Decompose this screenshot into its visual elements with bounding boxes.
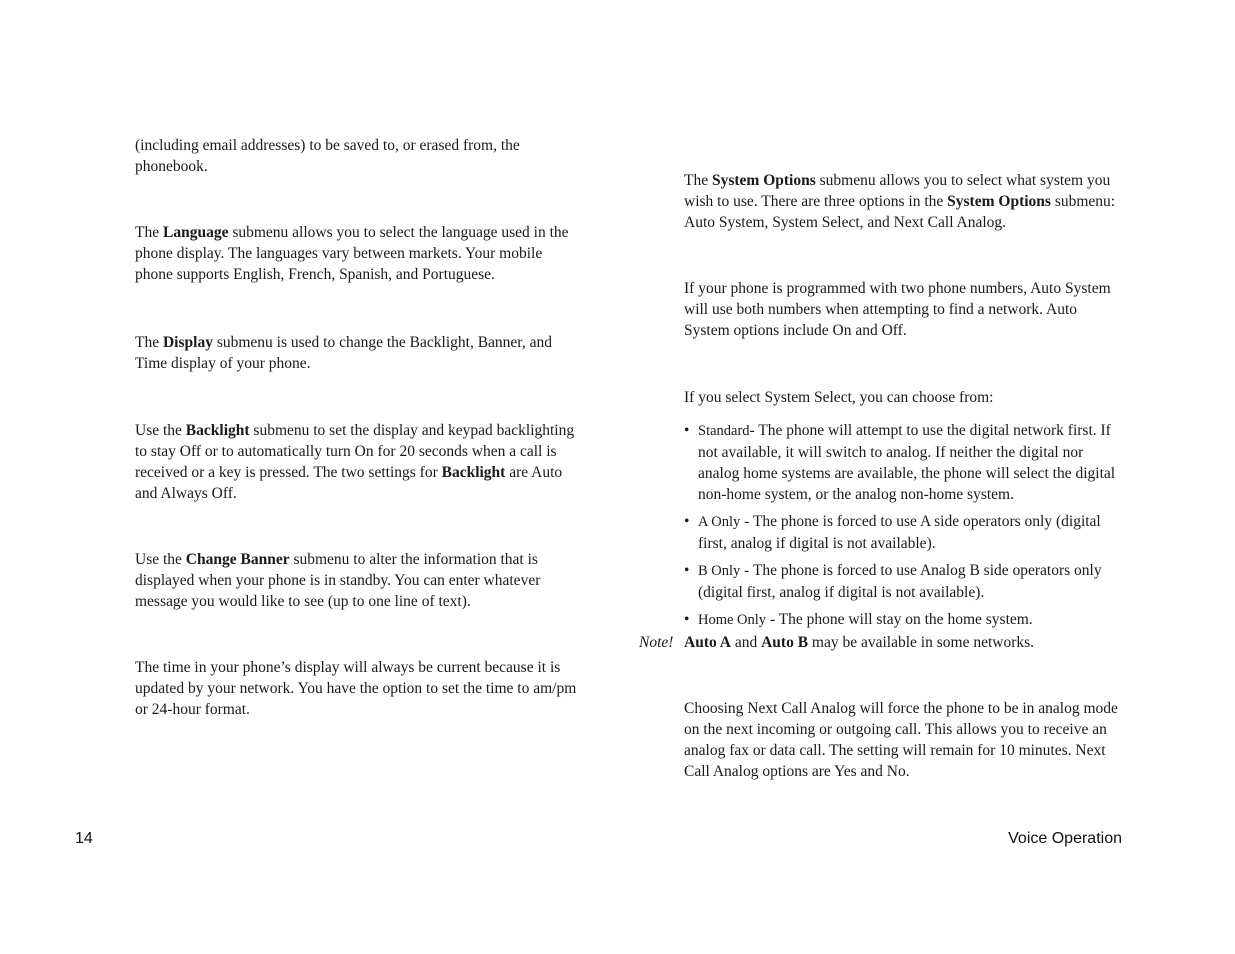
change-banner-pre: Use the — [135, 551, 186, 568]
bullet-glyph: • — [684, 611, 690, 628]
backlight-paragraph — [135, 420, 580, 504]
bullet-text: - The phone is forced to use Analog B side operators only (digital first, analog if digital is not available). — [698, 562, 1102, 601]
system-options-pre: The — [684, 172, 712, 189]
bullet-term: A Only — [698, 514, 741, 530]
list-item — [684, 560, 1126, 603]
bullet-glyph: • — [684, 422, 690, 439]
bullet-text: - The phone will stay on the home system. — [766, 611, 1033, 628]
system-options-mid: submenu allows you to select what system you wish to use. There are three options in the — [684, 172, 1111, 210]
backlight-pre: Use the — [135, 422, 186, 439]
change-banner-paragraph — [135, 549, 580, 612]
language-pre: The — [135, 224, 163, 241]
display-term: Display — [162, 334, 213, 351]
bullet-term: B Only — [698, 563, 741, 579]
backlight-post: are Auto and Always Off. — [135, 464, 563, 502]
note-term-auto-a: Auto A — [684, 634, 731, 651]
page-number: 14 — [75, 830, 93, 847]
bullet-text: - The phone is forced to use A side operators only (digital first, analog if digital is not available). — [698, 513, 1101, 552]
phonebook-continuation-paragraph: (including email addresses) to be saved to, or erased from, the phonebook. — [135, 137, 520, 175]
display-pre: The — [135, 334, 163, 351]
bullet-term: Home Only — [698, 612, 767, 628]
system-select-intro: If you select System Select, you can choose from: — [684, 389, 994, 406]
note-paragraph — [684, 632, 1126, 653]
note-label: Note! — [639, 634, 674, 651]
list-item — [684, 511, 1126, 554]
system-options-paragraph — [684, 170, 1126, 233]
backlight-term-2: Backlight — [441, 464, 506, 481]
next-call-analog-paragraph: Choosing Next Call Analog will force the phone to be in analog mode on the next incoming or outgoing call. This allows you to receive an analog fax or data call. The setting will remain for 10 minutes. Next Call Analog options are Yes and No. — [684, 700, 1118, 780]
system-options-term-2: System Options — [947, 193, 1051, 210]
note-term-auto-b: Auto B — [761, 634, 809, 651]
list-item — [684, 609, 1126, 631]
display-post: submenu is used to change the Backlight, Banner, and Time display of your phone. — [135, 334, 552, 372]
language-term: Language — [162, 224, 229, 241]
bullet-glyph: • — [684, 513, 690, 530]
language-post: submenu allows you to select the language used in the phone display. The languages vary between markets. Your mobile phone supports English, French, Spanish, and Portuguese. — [135, 224, 569, 283]
system-options-post: submenu: Auto System, System Select, and Next Call Analog. — [684, 193, 1116, 231]
note-post: may be available in some networks. — [808, 634, 1035, 651]
backlight-mid: submenu to set the display and keypad backlighting to stay Off or to automatically turn On for 20 seconds when a call is received or a key is pressed. The two settings for — [135, 422, 575, 481]
auto-system-paragraph: If your phone is programmed with two phone numbers, Auto System will use both numbers when attempting to find a network. Auto System options include On and Off. — [684, 280, 1111, 339]
language-paragraph — [135, 222, 580, 285]
change-banner-term: Change Banner — [185, 551, 290, 568]
running-title: Voice Operation — [1008, 830, 1122, 847]
list-item — [684, 420, 1126, 505]
bullet-glyph: • — [684, 562, 690, 579]
note-and: and — [730, 634, 762, 651]
backlight-term: Backlight — [185, 422, 250, 439]
system-options-term: System Options — [711, 172, 816, 189]
time-paragraph: The time in your phone’s display will always be current because it is updated by your network. You have the option to set the time to am/pm or 24-hour format. — [135, 659, 577, 718]
system-select-list — [684, 420, 1126, 637]
change-banner-post: submenu to alter the information that is displayed when your phone is in standby. You can enter whatever message you would like to see (up to one line of text). — [135, 551, 541, 610]
bullet-term: Standard — [698, 423, 750, 439]
bullet-text: - The phone will attempt to use the digital network first. If not available, it will switch to analog. If neither the digital nor analog home systems are available, the phone will select the digital non-home system, or the analog non-home system. — [698, 422, 1116, 503]
display-paragraph — [135, 332, 580, 374]
